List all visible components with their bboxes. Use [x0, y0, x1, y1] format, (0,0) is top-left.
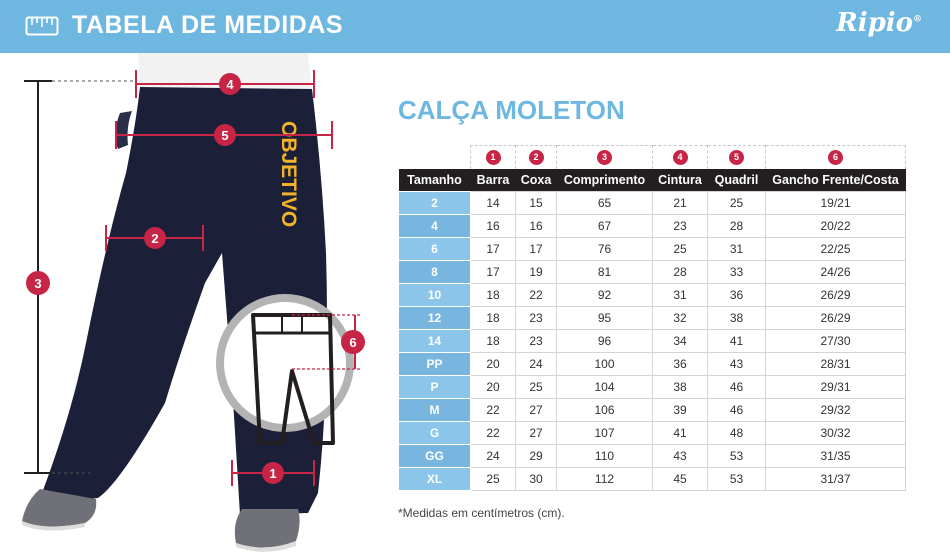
measure-cell: 23 — [516, 330, 557, 353]
size-table — [398, 145, 906, 491]
badge-1: 1 — [486, 150, 501, 165]
page-title: TABELA DE MEDIDAS — [72, 11, 343, 39]
measure-cell: 33 — [708, 261, 766, 284]
measure-cell: 28 — [708, 215, 766, 238]
measure-cell: 24 — [516, 353, 557, 376]
measure-number-row — [399, 146, 906, 169]
svg-text:4: 4 — [226, 77, 234, 92]
measure-cell: 81 — [557, 261, 653, 284]
measure-cell: 41 — [653, 422, 708, 445]
measure-cell: 25 — [653, 238, 708, 261]
measure-cell: 65 — [557, 192, 653, 215]
measure-cell: 41 — [708, 330, 766, 353]
measure-cell: 26/29 — [766, 307, 906, 330]
measure-cell: 36 — [708, 284, 766, 307]
measure-cell: 39 — [653, 399, 708, 422]
measure-cell: 92 — [557, 284, 653, 307]
measure-cell: 36 — [653, 353, 708, 376]
table-row — [399, 353, 906, 376]
column-header: Gancho Frente/Costa — [766, 169, 906, 192]
table-row — [399, 261, 906, 284]
measure-cell: 67 — [557, 215, 653, 238]
size-cell: PP — [399, 353, 471, 376]
measure-cell: 43 — [708, 353, 766, 376]
measure-cell: 25 — [516, 376, 557, 399]
measure-cell: 22 — [471, 399, 516, 422]
measure-cell: 46 — [708, 376, 766, 399]
badge-3: 3 — [597, 150, 612, 165]
header-bar — [0, 0, 950, 53]
table-row — [399, 215, 906, 238]
size-cell: 12 — [399, 307, 471, 330]
right-shoe — [235, 509, 300, 548]
table-row — [399, 445, 906, 468]
measure-cell: 14 — [471, 192, 516, 215]
measure-cell: 19 — [516, 261, 557, 284]
measure-cell: 31/37 — [766, 468, 906, 491]
measure-cell: 20 — [471, 353, 516, 376]
column-header: Tamanho — [399, 169, 471, 192]
measure-cell: 76 — [557, 238, 653, 261]
measure-cell: 30/32 — [766, 422, 906, 445]
measure-cell: 31/35 — [766, 445, 906, 468]
measure-cell: 23 — [653, 215, 708, 238]
measure-cell: 48 — [708, 422, 766, 445]
size-cell: 14 — [399, 330, 471, 353]
table-row — [399, 192, 906, 215]
measure-cell: 43 — [653, 445, 708, 468]
measure-cell: 22/25 — [766, 238, 906, 261]
size-cell: XL — [399, 468, 471, 491]
measure-cell: 28 — [653, 261, 708, 284]
measure-cell: 38 — [708, 307, 766, 330]
measure-cell: 20/22 — [766, 215, 906, 238]
brand-logo — [836, 8, 922, 38]
measure-cell: 17 — [471, 261, 516, 284]
measure-cell: 21 — [653, 192, 708, 215]
measure-cell: 100 — [557, 353, 653, 376]
size-cell: P — [399, 376, 471, 399]
measure-cell: 16 — [516, 215, 557, 238]
size-cell: 6 — [399, 238, 471, 261]
measure-cell: 16 — [471, 215, 516, 238]
size-cell: M — [399, 399, 471, 422]
size-cell: 4 — [399, 215, 471, 238]
measure-cell: 18 — [471, 307, 516, 330]
table-row — [399, 376, 906, 399]
measure-cell: 22 — [471, 422, 516, 445]
badge-4: 4 — [673, 150, 688, 165]
pants-measurement-illustration — [0, 53, 380, 557]
measure-cell: 31 — [708, 238, 766, 261]
size-cell: GG — [399, 445, 471, 468]
measure-cell: 112 — [557, 468, 653, 491]
measure-cell: 27/30 — [766, 330, 906, 353]
table-row — [399, 307, 906, 330]
measure-cell: 34 — [653, 330, 708, 353]
table-row — [399, 422, 906, 445]
measure-cell: 31 — [653, 284, 708, 307]
table-row — [399, 238, 906, 261]
size-cell: 10 — [399, 284, 471, 307]
footnote: *Medidas em centímetros (cm). — [398, 506, 565, 520]
table-row — [399, 399, 906, 422]
table-row — [399, 330, 906, 353]
measure-cell: 18 — [471, 330, 516, 353]
ruler-icon — [25, 16, 59, 36]
svg-text:3: 3 — [34, 276, 42, 291]
svg-text:2: 2 — [151, 231, 159, 246]
measure-cell: 96 — [557, 330, 653, 353]
column-header: Comprimento — [557, 169, 653, 192]
measure-cell: 23 — [516, 307, 557, 330]
measure-cell: 29/32 — [766, 399, 906, 422]
svg-text:1: 1 — [269, 466, 277, 481]
measure-cell: 107 — [557, 422, 653, 445]
measure-cell: 24/26 — [766, 261, 906, 284]
column-header: Barra — [471, 169, 516, 192]
measure-cell: 22 — [516, 284, 557, 307]
measure-cell: 27 — [516, 399, 557, 422]
measure-cell: 29/31 — [766, 376, 906, 399]
measure-cell: 19/21 — [766, 192, 906, 215]
column-header: Coxa — [516, 169, 557, 192]
brand-registered-mark: ® — [913, 14, 922, 25]
svg-text:6: 6 — [349, 335, 357, 350]
measure-cell: 30 — [516, 468, 557, 491]
measure-cell: 24 — [471, 445, 516, 468]
measure-cell: 15 — [516, 192, 557, 215]
measure-cell: 27 — [516, 422, 557, 445]
measure-cell: 28/31 — [766, 353, 906, 376]
product-title: CALÇA MOLETON — [398, 95, 625, 125]
size-cell: 8 — [399, 261, 471, 284]
measure-cell: 17 — [516, 238, 557, 261]
size-cell: 2 — [399, 192, 471, 215]
size-cell: G — [399, 422, 471, 445]
measure-cell: 18 — [471, 284, 516, 307]
table-header-row — [399, 169, 906, 192]
badge-6: 6 — [828, 150, 843, 165]
brand-name: Ripio — [836, 8, 913, 38]
measure-cell: 26/29 — [766, 284, 906, 307]
measure-cell: 46 — [708, 399, 766, 422]
pants-print-text: OBJETIVO — [277, 121, 300, 228]
measure-cell: 53 — [708, 445, 766, 468]
table-row — [399, 284, 906, 307]
measure-cell: 53 — [708, 468, 766, 491]
measure-cell: 38 — [653, 376, 708, 399]
column-header: Cintura — [653, 169, 708, 192]
badge-5: 5 — [729, 150, 744, 165]
column-header: Quadril — [708, 169, 766, 192]
measure-cell: 20 — [471, 376, 516, 399]
measure-cell: 29 — [516, 445, 557, 468]
measure-cell: 25 — [708, 192, 766, 215]
svg-text:5: 5 — [221, 128, 229, 143]
table-row — [399, 468, 906, 491]
measure-cell: 45 — [653, 468, 708, 491]
measure-cell: 32 — [653, 307, 708, 330]
measure-cell: 106 — [557, 399, 653, 422]
measure-cell: 110 — [557, 445, 653, 468]
size-table-body — [399, 192, 906, 491]
badge-2: 2 — [529, 150, 544, 165]
measure-cell: 25 — [471, 468, 516, 491]
measure-cell: 17 — [471, 238, 516, 261]
measure-cell: 104 — [557, 376, 653, 399]
measure-cell: 95 — [557, 307, 653, 330]
